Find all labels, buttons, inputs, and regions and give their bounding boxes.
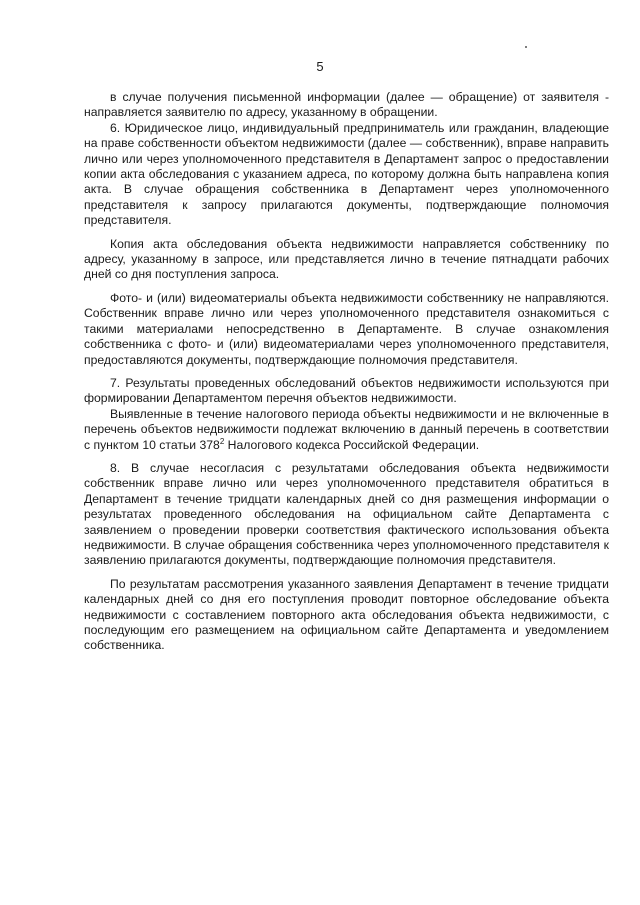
paragraph: По результатам рассмотрения указанного заявления Департамент в течение тридцати календарных дней со дня его поступления проводит повторное обследование объекта недвижимости с составлением повторного акта обследования объекта недвижимости, с последующим его размещением на официальном сайте Департамента и уведомлением собственника. <box>84 576 609 653</box>
paragraph-text: Выявленные в течение налогового периода объекты недвижимости и не включенные в перечень объектов недвижимости подлежат включению в данный перечень в соответствии с пунктом 10 статьи 378 <box>84 406 609 452</box>
document-body <box>84 90 609 654</box>
paragraph: Фото- и (или) видеоматериалы объекта недвижимости собственнику не направляются. Собственник вправе лично или через уполномоченного представителя ознакомиться с такими материалами непосредственно в Департаменте. В случае ознакомления собственника с фото- и (или) видеоматериалами через уполномоченного представителя, предоставляются документы, подтверждающие полномочия представителя. <box>84 290 609 367</box>
scan-speck <box>525 46 527 48</box>
paragraph: 7. Результаты проведенных обследований объектов недвижимости используются при формировании Департаментом перечня объектов недвижимости. <box>84 375 609 406</box>
paragraph: 8. В случае несогласия с результатами обследования объекта недвижимости собственник вправе лично или через уполномоченного представителя обратиться в Департамент в течение тридцати календарных дней со дня размещения информации о результатах проведенного обследования на официальном сайте Департамента с заявлением о проведении проверки соответствия фактического использования объекта недвижимости. В случае обращения собственника через уполномоченного представителя к заявлению прилагаются документы, подтверждающие полномочия представителя. <box>84 460 609 568</box>
paragraph: Копия акта обследования объекта недвижимости направляется собственнику по адресу, указанному в запросе, или представляется лично в течение пятнадцати рабочих дней со дня поступления запроса. <box>84 236 609 282</box>
paragraph-tail: Налогового кодекса Российской Федерации. <box>224 437 480 452</box>
footnote-mark: 2 <box>219 436 225 446</box>
paragraph-with-footnote <box>84 407 609 453</box>
paragraph: в случае получения письменной информации (далее — обращение) от заявителя - направляется заявителю по адресу, указанному в обращении. <box>84 90 609 120</box>
page-number: 5 <box>316 59 324 74</box>
paragraph: 6. Юридическое лицо, индивидуальный предприниматель или гражданин, владеющие на праве собственности объектом недвижимости (далее — собственник), вправе направить лично или через уполномоченного представителя в Департамент запрос о предоставлении копии акта обследования с указанием адреса, по которому должна быть направлена копия акта. В случае обращения собственника в Департамент через уполномоченного представителя к запросу прилагаются документы, подтверждающие полномочия представителя. <box>84 120 609 228</box>
